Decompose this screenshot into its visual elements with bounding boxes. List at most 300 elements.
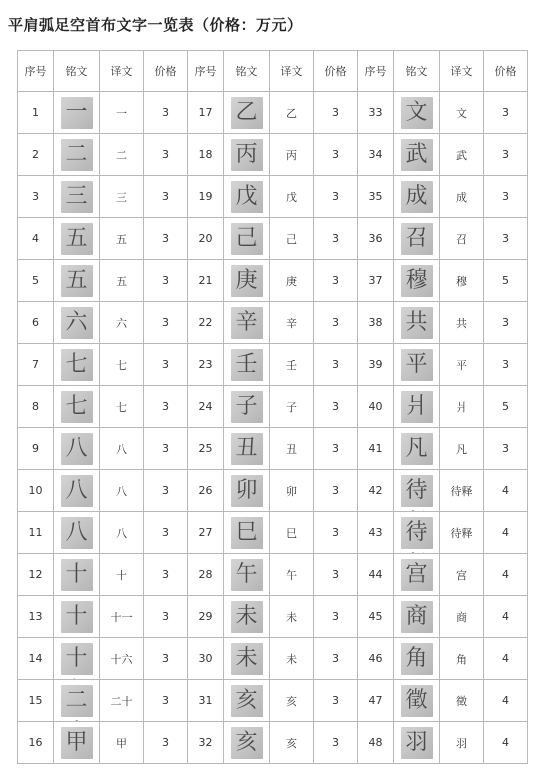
serial-number: 5	[18, 260, 54, 302]
translation: 十	[100, 554, 144, 596]
inscription-image-cell	[394, 134, 440, 176]
inscription-glyph: 二	[65, 141, 88, 167]
translation: 武	[440, 134, 484, 176]
column-header: 价格	[144, 51, 188, 92]
inscription-glyph: 乙	[235, 99, 258, 125]
table-row	[18, 92, 528, 134]
translation: 爿	[440, 386, 484, 428]
inscription-shiyi-icon	[61, 601, 93, 633]
table-row	[18, 218, 528, 260]
inscription-image-cell	[224, 680, 270, 722]
table-row	[18, 596, 528, 638]
price: 4	[484, 512, 528, 554]
price: 3	[144, 638, 188, 680]
table-row	[18, 512, 528, 554]
inscription-yu-icon	[401, 727, 433, 759]
inscription-price-table	[17, 50, 528, 764]
inscription-haib-icon	[231, 727, 263, 759]
inscription-pan-icon	[401, 391, 433, 423]
inscription-shi-icon	[61, 559, 93, 591]
price: 3	[144, 512, 188, 554]
translation: 六	[100, 302, 144, 344]
inscription-image-cell	[224, 260, 270, 302]
serial-number: 6	[18, 302, 54, 344]
table-row	[18, 470, 528, 512]
inscription-image-cell	[54, 92, 100, 134]
inscription-image-cell	[54, 596, 100, 638]
price: 3	[314, 218, 358, 260]
serial-number: 48	[358, 722, 394, 764]
translation: 共	[440, 302, 484, 344]
inscription-shiliu-icon	[61, 643, 93, 675]
inscription-image-cell	[394, 428, 440, 470]
inscription-glyph: 角	[405, 645, 428, 671]
inscription-image-cell	[224, 470, 270, 512]
inscription-cheng-icon	[401, 181, 433, 213]
translation: 三	[100, 176, 144, 218]
price: 3	[144, 134, 188, 176]
inscription-image-cell	[54, 722, 100, 764]
inscription-glyph: 五	[65, 225, 88, 251]
inscription-wu3-icon	[61, 223, 93, 255]
serial-number: 31	[188, 680, 224, 722]
table-row	[18, 302, 528, 344]
price: 3	[314, 344, 358, 386]
inscription-image-cell	[394, 470, 440, 512]
inscription-glyph: 丙	[235, 141, 258, 167]
price: 3	[314, 470, 358, 512]
serial-number: 32	[188, 722, 224, 764]
serial-number: 25	[188, 428, 224, 470]
inscription-glyph: 十	[65, 645, 88, 671]
serial-number: 41	[358, 428, 394, 470]
price: 3	[484, 134, 528, 176]
price: 4	[484, 470, 528, 512]
translation: 辛	[270, 302, 314, 344]
inscription-glyph: 十	[65, 603, 88, 629]
price: 3	[314, 596, 358, 638]
inscription-glyph: 平	[405, 351, 428, 377]
inscription-geng-icon	[231, 265, 263, 297]
price: 3	[314, 512, 358, 554]
inscription-glyph: 武	[405, 141, 428, 167]
serial-number: 40	[358, 386, 394, 428]
inscription-image-cell	[54, 386, 100, 428]
inscription-glyph: 子	[235, 393, 258, 419]
price: 3	[314, 176, 358, 218]
inscription-bac-icon	[61, 517, 93, 549]
inscription-glyph: 卯	[235, 477, 258, 503]
inscription-glyph: 七	[65, 351, 88, 377]
serial-number: 35	[358, 176, 394, 218]
inscription-image-cell	[54, 470, 100, 512]
inscription-chou-icon	[231, 433, 263, 465]
inscription-image-cell	[394, 722, 440, 764]
serial-number: 44	[358, 554, 394, 596]
inscription-image-cell	[394, 386, 440, 428]
inscription-image-cell	[394, 512, 440, 554]
inscription-glyph: 宫	[405, 561, 428, 587]
inscription-glyph: 八	[65, 477, 88, 503]
price: 3	[314, 722, 358, 764]
serial-number: 38	[358, 302, 394, 344]
inscription-image-cell	[394, 260, 440, 302]
inscription-unknown2-icon	[401, 517, 433, 549]
inscription-glyph: 十	[65, 561, 88, 587]
serial-number: 14	[18, 638, 54, 680]
price: 3	[144, 218, 188, 260]
serial-number: 24	[188, 386, 224, 428]
price: 3	[144, 302, 188, 344]
serial-number: 28	[188, 554, 224, 596]
table-row	[18, 386, 528, 428]
inscription-image-cell	[54, 260, 100, 302]
inscription-image-cell	[54, 428, 100, 470]
inscription-image-cell	[54, 554, 100, 596]
inscription-glyph: 一	[65, 99, 88, 125]
price: 3	[144, 470, 188, 512]
serial-number: 39	[358, 344, 394, 386]
column-header: 序号	[358, 51, 394, 92]
inscription-image-cell	[224, 512, 270, 554]
inscription-image-cell	[224, 92, 270, 134]
inscription-glyph: 凡	[405, 435, 428, 461]
price: 3	[144, 428, 188, 470]
inscription-unknown1-icon	[401, 475, 433, 507]
inscription-glyph: 穆	[405, 267, 428, 293]
table-row	[18, 722, 528, 764]
column-header: 铭文	[394, 51, 440, 92]
price: 3	[484, 218, 528, 260]
serial-number: 26	[188, 470, 224, 512]
translation: 巳	[270, 512, 314, 554]
inscription-qi-icon	[61, 349, 93, 381]
price: 3	[314, 638, 358, 680]
inscription-qib-icon	[61, 391, 93, 423]
inscription-mao-icon	[231, 475, 263, 507]
serial-number: 9	[18, 428, 54, 470]
translation: 宫	[440, 554, 484, 596]
inscription-zhao-icon	[401, 223, 433, 255]
inscription-er-icon	[61, 139, 93, 171]
serial-number: 3	[18, 176, 54, 218]
price: 4	[484, 596, 528, 638]
inscription-image-cell	[224, 596, 270, 638]
inscription-ji-icon	[231, 223, 263, 255]
translation: 召	[440, 218, 484, 260]
price: 3	[144, 92, 188, 134]
translation: 徵	[440, 680, 484, 722]
serial-number: 37	[358, 260, 394, 302]
inscription-glyph: 待	[405, 477, 428, 503]
inscription-gong2-icon	[401, 559, 433, 591]
inscription-glyph: 成	[405, 183, 428, 209]
translation: 八	[100, 470, 144, 512]
translation: 八	[100, 512, 144, 554]
inscription-image-cell	[224, 638, 270, 680]
translation: 戊	[270, 176, 314, 218]
inscription-shang-icon	[401, 601, 433, 633]
serial-number: 7	[18, 344, 54, 386]
price: 5	[484, 386, 528, 428]
serial-number: 46	[358, 638, 394, 680]
inscription-wu4-icon	[231, 181, 263, 213]
table-header-row	[18, 51, 528, 92]
translation: 平	[440, 344, 484, 386]
inscription-glyph: 甲	[65, 729, 88, 755]
column-header: 铭文	[224, 51, 270, 92]
inscription-glyph: 八	[65, 519, 88, 545]
price: 4	[484, 680, 528, 722]
inscription-glyph: 辛	[235, 309, 258, 335]
inscription-ershi-icon	[61, 685, 93, 717]
serial-number: 11	[18, 512, 54, 554]
inscription-wu5-icon	[231, 559, 263, 591]
inscription-glyph: 共	[405, 309, 428, 335]
inscription-yi-icon	[61, 97, 93, 129]
inscription-image-cell	[224, 554, 270, 596]
translation: 庚	[270, 260, 314, 302]
table-row	[18, 344, 528, 386]
inscription-glyph: 爿	[405, 393, 428, 419]
serial-number: 42	[358, 470, 394, 512]
translation: 文	[440, 92, 484, 134]
serial-number: 8	[18, 386, 54, 428]
translation: 卯	[270, 470, 314, 512]
inscription-san-icon	[61, 181, 93, 213]
inscription-glyph: 文	[405, 99, 428, 125]
translation: 五	[100, 260, 144, 302]
inscription-image-cell	[394, 596, 440, 638]
inscription-glyph: 亥	[235, 687, 258, 713]
inscription-glyph: 召	[405, 225, 428, 251]
inscription-jue-icon	[401, 643, 433, 675]
inscription-image-cell	[54, 176, 100, 218]
serial-number: 16	[18, 722, 54, 764]
inscription-glyph: 庚	[235, 267, 258, 293]
inscription-image-cell	[224, 218, 270, 260]
inscription-image-cell	[394, 554, 440, 596]
inscription-image-cell	[394, 680, 440, 722]
inscription-image-cell	[54, 302, 100, 344]
price: 3	[484, 176, 528, 218]
serial-number: 20	[188, 218, 224, 260]
inscription-glyph: 戊	[235, 183, 258, 209]
price: 3	[314, 92, 358, 134]
column-header: 价格	[484, 51, 528, 92]
translation: 十六	[100, 638, 144, 680]
translation: 待释	[440, 470, 484, 512]
inscription-image-cell	[394, 176, 440, 218]
inscription-glyph: 徵	[405, 687, 428, 713]
serial-number: 12	[18, 554, 54, 596]
serial-number: 30	[188, 638, 224, 680]
inscription-glyph: 午	[235, 561, 258, 587]
inscription-ping-icon	[401, 349, 433, 381]
column-header: 序号	[188, 51, 224, 92]
translation: 羽	[440, 722, 484, 764]
serial-number: 4	[18, 218, 54, 260]
column-header: 译文	[270, 51, 314, 92]
translation: 丑	[270, 428, 314, 470]
inscription-wu-icon	[401, 139, 433, 171]
inscription-glyph: 巳	[235, 519, 258, 545]
table-row	[18, 638, 528, 680]
table-row	[18, 134, 528, 176]
price: 3	[144, 680, 188, 722]
serial-number: 13	[18, 596, 54, 638]
inscription-mu-icon	[401, 265, 433, 297]
column-header: 译文	[100, 51, 144, 92]
serial-number: 34	[358, 134, 394, 176]
price: 3	[144, 596, 188, 638]
price: 3	[484, 92, 528, 134]
inscription-gong-icon	[401, 307, 433, 339]
inscription-glyph: 未	[235, 645, 258, 671]
table-row	[18, 260, 528, 302]
inscription-bing-icon	[231, 139, 263, 171]
translation: 八	[100, 428, 144, 470]
serial-number: 36	[358, 218, 394, 260]
inscription-ba-icon	[61, 433, 93, 465]
inscription-image-cell	[224, 344, 270, 386]
inscription-glyph: 待	[405, 519, 428, 545]
inscription-liu-icon	[61, 307, 93, 339]
price: 3	[484, 344, 528, 386]
translation: 乙	[270, 92, 314, 134]
inscription-image-cell	[394, 302, 440, 344]
inscription-si-icon	[231, 517, 263, 549]
price: 5	[484, 260, 528, 302]
translation: 待释	[440, 512, 484, 554]
translation: 未	[270, 596, 314, 638]
serial-number: 15	[18, 680, 54, 722]
inscription-image-cell	[54, 638, 100, 680]
translation: 穆	[440, 260, 484, 302]
serial-number: 45	[358, 596, 394, 638]
price: 3	[144, 176, 188, 218]
inscription-zhi-icon	[401, 685, 433, 717]
serial-number: 43	[358, 512, 394, 554]
inscription-image-cell	[394, 218, 440, 260]
translation: 七	[100, 386, 144, 428]
serial-number: 21	[188, 260, 224, 302]
inscription-image-cell	[394, 92, 440, 134]
inscription-image-cell	[54, 680, 100, 722]
inscription-image-cell	[54, 218, 100, 260]
price: 4	[484, 638, 528, 680]
inscription-image-cell	[54, 134, 100, 176]
inscription-fan-icon	[401, 433, 433, 465]
serial-number: 27	[188, 512, 224, 554]
translation: 七	[100, 344, 144, 386]
inscription-xin-icon	[231, 307, 263, 339]
price: 3	[314, 386, 358, 428]
inscription-weib-icon	[231, 643, 263, 675]
column-header: 序号	[18, 51, 54, 92]
serial-number: 2	[18, 134, 54, 176]
translation: 凡	[440, 428, 484, 470]
serial-number: 33	[358, 92, 394, 134]
translation: 亥	[270, 722, 314, 764]
column-header: 译文	[440, 51, 484, 92]
price: 3	[484, 428, 528, 470]
serial-number: 22	[188, 302, 224, 344]
price: 3	[144, 722, 188, 764]
serial-number: 10	[18, 470, 54, 512]
price: 3	[314, 554, 358, 596]
translation: 己	[270, 218, 314, 260]
price: 3	[144, 344, 188, 386]
translation: 壬	[270, 344, 314, 386]
translation: 十一	[100, 596, 144, 638]
price: 3	[314, 302, 358, 344]
page-title: 平肩弧足空首布文字一览表（价格：万元）	[8, 16, 303, 34]
table-row	[18, 554, 528, 596]
inscription-glyph: 五	[65, 267, 88, 293]
inscription-hai-icon	[231, 685, 263, 717]
translation: 午	[270, 554, 314, 596]
inscription-glyph: 七	[65, 393, 88, 419]
price: 3	[314, 134, 358, 176]
translation: 未	[270, 638, 314, 680]
translation: 二	[100, 134, 144, 176]
inscription-yi2-icon	[231, 97, 263, 129]
inscription-glyph: 羽	[405, 729, 428, 755]
serial-number: 19	[188, 176, 224, 218]
inscription-wu3b-icon	[61, 265, 93, 297]
price: 3	[144, 386, 188, 428]
inscription-image-cell	[54, 344, 100, 386]
translation: 子	[270, 386, 314, 428]
column-header: 铭文	[54, 51, 100, 92]
inscription-image-cell	[224, 176, 270, 218]
price: 4	[484, 554, 528, 596]
inscription-image-cell	[224, 302, 270, 344]
translation: 成	[440, 176, 484, 218]
inscription-glyph: 壬	[235, 351, 258, 377]
inscription-image-cell	[54, 512, 100, 554]
price: 3	[314, 260, 358, 302]
table-row	[18, 680, 528, 722]
inscription-glyph: 亥	[235, 729, 258, 755]
inscription-glyph: 八	[65, 435, 88, 461]
translation: 角	[440, 638, 484, 680]
price: 3	[484, 302, 528, 344]
inscription-image-cell	[224, 722, 270, 764]
price: 4	[484, 722, 528, 764]
price: 3	[314, 428, 358, 470]
serial-number: 17	[188, 92, 224, 134]
inscription-bab-icon	[61, 475, 93, 507]
table-row	[18, 428, 528, 470]
inscription-wei-icon	[231, 601, 263, 633]
inscription-image-cell	[224, 386, 270, 428]
translation: 五	[100, 218, 144, 260]
translation: 二十	[100, 680, 144, 722]
serial-number: 29	[188, 596, 224, 638]
price: 3	[144, 554, 188, 596]
price: 3	[314, 680, 358, 722]
inscription-glyph: 己	[235, 225, 258, 251]
translation: 一	[100, 92, 144, 134]
inscription-image-cell	[224, 134, 270, 176]
serial-number: 18	[188, 134, 224, 176]
inscription-glyph: 未	[235, 603, 258, 629]
inscription-ren-icon	[231, 349, 263, 381]
serial-number: 23	[188, 344, 224, 386]
inscription-wen-icon	[401, 97, 433, 129]
